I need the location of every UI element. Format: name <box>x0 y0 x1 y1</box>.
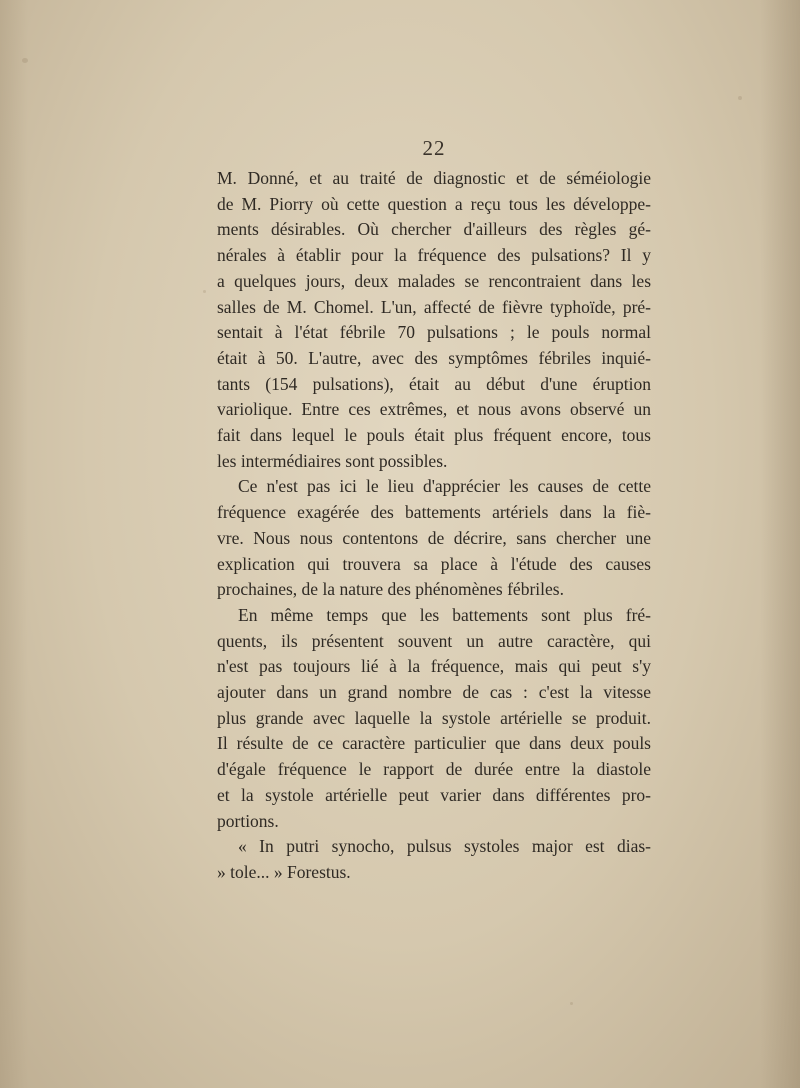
paper-spot <box>738 96 742 100</box>
text-line: tants (154 pulsations), était au début d'une éruption <box>217 373 651 394</box>
text-line: vre. Nous nous contentons de décrire, sans chercher une <box>217 527 651 548</box>
text-line: prochaines, de la nature des phénomènes fébriles. <box>217 579 564 600</box>
text-line: variolique. Entre ces extrêmes, et nous avons observé un <box>217 399 651 420</box>
text-line: M. Donné, et au traité de diagnostic et de séméiologie <box>217 168 651 188</box>
text-line: était à 50. L'autre, avec des symptômes fébriles inquié- <box>217 347 651 368</box>
text-line: » tole... » Forestus. <box>217 861 351 882</box>
paper-spot <box>203 290 206 293</box>
text-line: plus grande avec laquelle la systole artérielle se produit. <box>217 707 651 728</box>
paper-spot <box>570 1002 573 1005</box>
body-text <box>217 166 651 886</box>
text-line: Ce n'est pas ici le lieu d'apprécier les causes de cette <box>238 476 651 497</box>
page-edge-shadow-right <box>760 0 800 1088</box>
text-line: Il résulte de ce caractère particulier que dans deux pouls <box>217 733 651 754</box>
text-line: d'égale fréquence le rapport de durée entre la diastole <box>217 759 651 780</box>
text-line: En même temps que les battements sont plus fré- <box>238 604 651 625</box>
text-line: salles de M. Chomel. L'un, affecté de fièvre typhoïde, pré- <box>217 296 651 317</box>
text-line: ments désirables. Où chercher d'ailleurs des règles gé- <box>217 219 651 240</box>
text-line: fait dans lequel le pouls était plus fréquent encore, tous <box>217 425 651 446</box>
text-line: « In putri synocho, pulsus systoles major est dias- <box>238 836 651 857</box>
text-line: quents, ils présentent souvent un autre caractère, qui <box>217 630 651 651</box>
page-number: 22 <box>422 136 446 160</box>
text-line: et la systole artérielle peut varier dans différentes pro- <box>217 784 651 805</box>
text-line: a quelques jours, deux malades se rencontraient dans les <box>217 270 651 291</box>
text-line: n'est pas toujours lié à la fréquence, mais qui peut s'y <box>217 656 651 677</box>
paper-spot <box>22 58 28 63</box>
text-line: explication qui trouvera sa place à l'étude des causes <box>217 553 651 574</box>
text-line: sentait à l'état fébrile 70 pulsations ; le pouls normal <box>217 322 651 343</box>
text-line: les intermédiaires sont possibles. <box>217 450 448 471</box>
text-line: ajouter dans un grand nombre de cas : c'est la vitesse <box>217 682 651 703</box>
page-edge-shadow-left <box>0 0 28 1088</box>
text-line: fréquence exagérée des battements artériels dans la fiè- <box>217 502 651 523</box>
text-line: nérales à établir pour la fréquence des pulsations? Il y <box>217 245 651 266</box>
text-line: de M. Piorry où cette question a reçu tous les développe- <box>217 193 651 214</box>
text-line: portions. <box>217 810 279 831</box>
